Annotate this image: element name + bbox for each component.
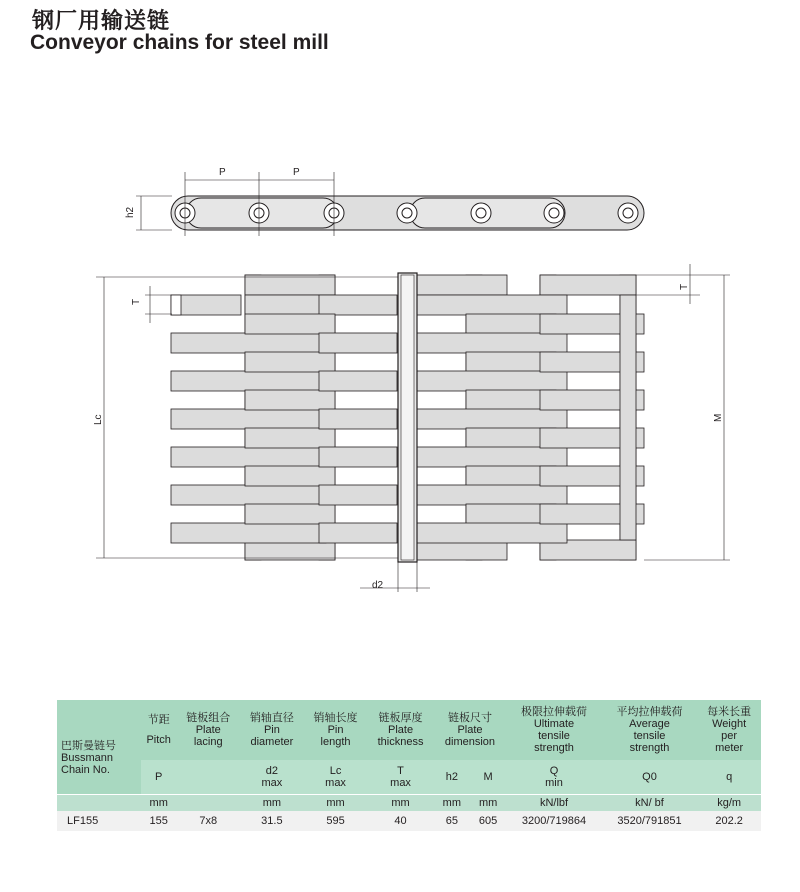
col-header-cn: 极限拉伸载荷 xyxy=(521,705,587,718)
col-header-en: Ultimate tensile strength xyxy=(533,718,575,754)
unit-cell: kg/m xyxy=(697,795,761,812)
average-cell: 3520/791851 xyxy=(602,811,698,831)
plate xyxy=(319,371,397,391)
unit-cell: kN/ bf xyxy=(602,795,698,812)
symbol-text: P xyxy=(155,771,163,783)
symbol-text: d2 xyxy=(265,765,279,777)
pin-length-cell: 595 xyxy=(304,811,368,831)
plate xyxy=(417,447,567,467)
pitch-cell: 155 xyxy=(141,811,176,831)
d2-label: d2 xyxy=(372,580,384,591)
unit-cell: kN/lbf xyxy=(506,795,602,812)
h2-label: h2 xyxy=(125,206,136,218)
col-header xyxy=(141,700,176,760)
unit-cell xyxy=(57,795,141,812)
col-header-en: Pin length xyxy=(320,724,351,748)
chain-no-header-cn: 巴斯曼链号 xyxy=(61,739,116,752)
col-header-cn: 链板组合 xyxy=(186,711,231,724)
pin-circle xyxy=(397,203,417,223)
symbol-sub: max xyxy=(390,777,411,789)
symbol-text: Lc xyxy=(329,765,342,777)
plate xyxy=(245,466,335,486)
unit-cell: mm xyxy=(141,795,176,812)
unit-cell xyxy=(176,795,240,812)
plate xyxy=(245,504,335,524)
col-header xyxy=(176,700,240,760)
plate xyxy=(319,295,397,315)
plate-outer xyxy=(245,275,335,295)
symbol-cell xyxy=(697,760,761,795)
symbol-sub: min xyxy=(545,777,563,789)
symbol-sub: max xyxy=(325,777,346,789)
col-header-en: Plate lacing xyxy=(193,724,223,748)
col-header xyxy=(367,700,433,760)
symbol-text: q xyxy=(726,771,733,783)
plate xyxy=(319,333,397,353)
chain-top-view xyxy=(171,273,644,562)
symbol-cell xyxy=(602,760,698,795)
plate xyxy=(171,485,326,505)
lacing-cell: 7x8 xyxy=(176,811,240,831)
plate xyxy=(417,523,567,543)
plate xyxy=(417,371,567,391)
col-header-cn: 销轴长度 xyxy=(313,711,358,724)
spec-table xyxy=(57,700,761,831)
m-cell: 605 xyxy=(470,811,506,831)
t-right-label: T xyxy=(679,283,690,290)
plate xyxy=(171,447,326,467)
col-header xyxy=(304,700,368,760)
symbol-sub: max xyxy=(261,777,283,789)
pin-circle xyxy=(471,203,491,223)
symbol-text: Q xyxy=(549,765,559,777)
col-header xyxy=(434,700,507,760)
chain-side-view xyxy=(171,196,644,230)
symbol-cell xyxy=(176,760,240,795)
col-header-en: Pitch xyxy=(146,734,171,746)
symbol-cell xyxy=(506,760,602,795)
symbol-cell xyxy=(470,760,506,795)
plate xyxy=(417,485,567,505)
plate xyxy=(171,295,241,315)
symbol-cell xyxy=(367,760,433,795)
unit-cell: mm xyxy=(470,795,506,812)
col-header-en: Average tensile strength xyxy=(629,718,670,754)
plate xyxy=(319,409,397,429)
page-title-cn: 钢厂用输送链 xyxy=(32,9,171,34)
plate-outer xyxy=(540,275,636,295)
lc-label: Lc xyxy=(93,414,104,425)
chain-no-header-en2: Chain No. xyxy=(61,764,110,776)
ultimate-cell: 3200/719864 xyxy=(506,811,602,831)
pitch-label-1: P xyxy=(219,167,226,178)
unit-row xyxy=(57,795,761,812)
col-header xyxy=(240,700,304,760)
plate xyxy=(417,295,567,315)
col-header-en: Plate dimension xyxy=(444,724,496,748)
chain-no-header-en1: Bussmann xyxy=(61,752,113,764)
plate xyxy=(319,485,397,505)
unit-cell: mm xyxy=(367,795,433,812)
pin-column-front xyxy=(620,295,636,540)
plate-end-stub xyxy=(171,295,181,315)
pin-circle xyxy=(618,203,638,223)
col-header xyxy=(602,700,698,760)
t-left-label: T xyxy=(131,298,142,305)
col-header-cn: 节距 xyxy=(147,713,170,726)
symbol-text: Q0 xyxy=(642,771,657,783)
m-label: M xyxy=(713,413,724,422)
col-header-cn: 平均拉伸载荷 xyxy=(616,705,683,718)
symbol-cell xyxy=(141,760,176,795)
plate xyxy=(171,523,326,543)
table-row xyxy=(57,811,761,831)
pitch-label-2: P xyxy=(293,167,300,178)
plate xyxy=(245,390,335,410)
col-header-en: Plate thickness xyxy=(377,724,424,748)
plate xyxy=(319,447,397,467)
col-header-cn: 链板尺寸 xyxy=(447,711,492,724)
chain-no-header xyxy=(57,700,141,795)
weight-cell: 202.2 xyxy=(697,811,761,831)
unit-cell: mm xyxy=(434,795,470,812)
col-header-en: Pin diameter xyxy=(250,724,294,748)
plate xyxy=(171,333,326,353)
symbol-cell xyxy=(434,760,470,795)
col-header xyxy=(697,700,761,760)
plate xyxy=(245,314,335,334)
pin-circle xyxy=(544,203,564,223)
plate xyxy=(319,523,397,543)
symbol-text: M xyxy=(483,771,493,783)
col-header xyxy=(506,700,602,760)
symbol-text: T xyxy=(397,765,404,777)
h2-cell: 65 xyxy=(434,811,470,831)
unit-cell: mm xyxy=(304,795,368,812)
page-title-en: Conveyor chains for steel mill xyxy=(30,31,329,54)
symbol-row xyxy=(57,760,761,795)
symbol-cell xyxy=(240,760,304,795)
plate xyxy=(171,409,326,429)
col-header-en: Weight per meter xyxy=(712,718,747,754)
pin-diameter-cell: 31.5 xyxy=(240,811,304,831)
col-header-cn: 链板厚度 xyxy=(378,711,423,724)
plate-outer xyxy=(417,275,507,295)
symbol-cell xyxy=(304,760,368,795)
symbol-text: h2 xyxy=(445,771,458,783)
table-header-row xyxy=(57,700,761,760)
chain-no-cell: LF155 xyxy=(57,811,141,831)
plate xyxy=(171,371,326,391)
plate xyxy=(417,409,567,429)
center-pin-inner xyxy=(401,275,414,560)
col-header-cn: 销轴直径 xyxy=(249,711,294,724)
plate xyxy=(417,333,567,353)
plate xyxy=(245,352,335,372)
plate xyxy=(245,428,335,448)
plate-thickness-cell: 40 xyxy=(367,811,433,831)
unit-cell: mm xyxy=(240,795,304,812)
col-header-cn: 每米长重 xyxy=(707,705,752,718)
